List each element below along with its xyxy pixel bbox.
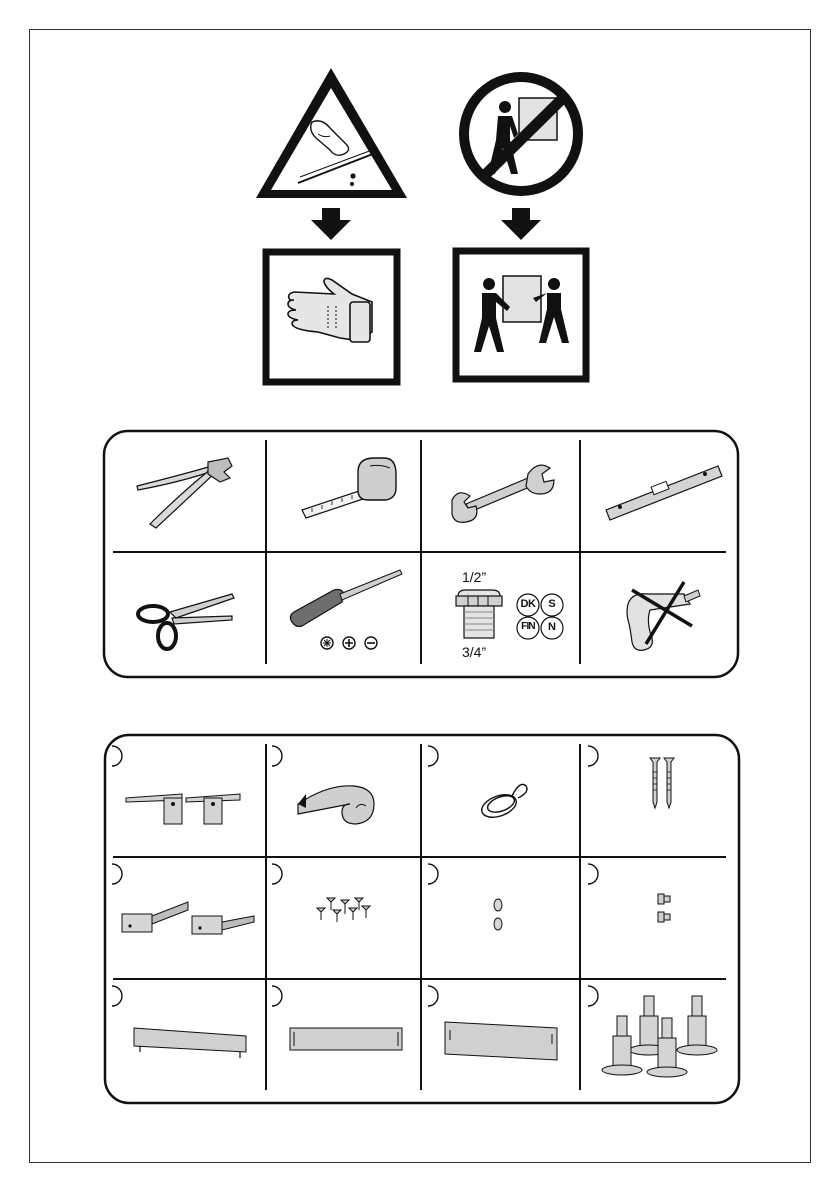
fitting-size-top: 1/2” [462, 569, 487, 585]
country-label-fin: FIN [521, 621, 535, 632]
country-label-s: S [548, 598, 556, 610]
country-label-n: N [548, 621, 556, 633]
kick-plate-c-icon [445, 1022, 557, 1060]
kick-plate-b-icon [290, 1028, 402, 1050]
country-label-dk: DK [520, 598, 536, 610]
fitting-size-bottom: 3/4” [462, 644, 487, 660]
